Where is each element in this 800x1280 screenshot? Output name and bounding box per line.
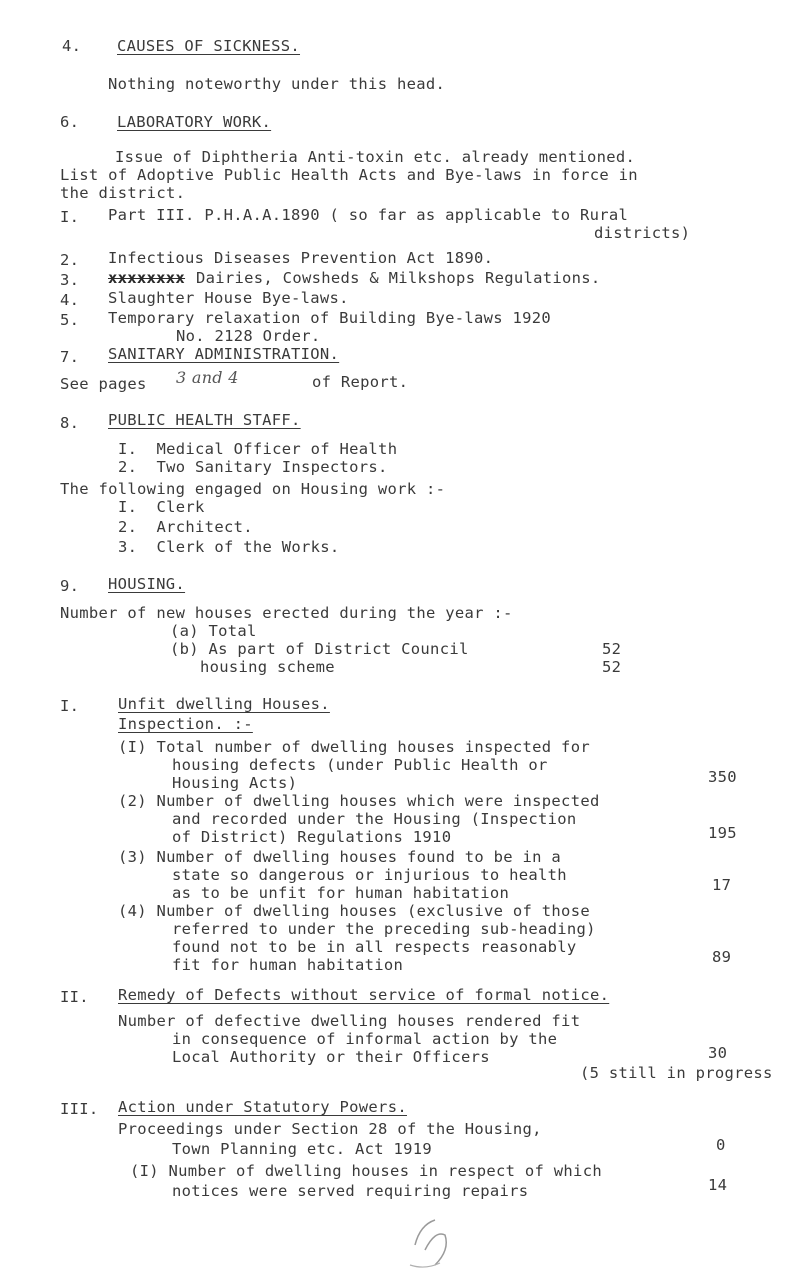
adoptive-item-text: Infectious Diseases Prevention Act 1890.	[108, 249, 494, 267]
inspection-item-line: (3) Number of dwelling houses found to be in a	[118, 848, 562, 866]
section-6-number: 6.	[60, 113, 80, 131]
section-7-number: 7.	[60, 348, 80, 366]
adoptive-item-number: 4.	[60, 291, 80, 309]
section-8-heading: PUBLIC HEALTH STAFF.	[108, 411, 301, 429]
unfit-heading: Unfit dwelling Houses.	[118, 695, 330, 713]
inspection-item-line: found not to be in all respects reasonably	[172, 938, 577, 956]
adoptive-item-number: I.	[60, 208, 80, 226]
inspection-item-line: fit for human habitation	[172, 956, 404, 974]
new-houses-total-value: 52	[602, 640, 622, 658]
housing-staff-item: I. Clerk	[118, 498, 205, 516]
section-7-rest: of Report.	[312, 373, 409, 391]
inspection-item-line: and recorded under the Housing (Inspection	[172, 810, 577, 828]
remedy-note: (5 still in progress	[580, 1064, 773, 1082]
new-houses-intro: Number of new houses erected during the year :-	[60, 604, 513, 622]
remedy-line: in consequence of informal action by the	[172, 1030, 558, 1048]
action-value: 0	[716, 1136, 726, 1154]
new-houses-council-value: 52	[602, 658, 622, 676]
inspection-label: Inspection. :-	[118, 715, 253, 733]
housing-work-intro: The following engaged on Housing work :-	[60, 480, 446, 498]
inspection-item-line: housing defects (under Public Health or	[172, 756, 548, 774]
staff-item: 2. Two Sanitary Inspectors.	[118, 458, 388, 476]
inspection-item-value: 195	[708, 824, 737, 842]
struck-out-word: xxxxxxxx	[108, 269, 186, 287]
action-number: III.	[60, 1100, 99, 1118]
section-6-line: List of Adoptive Public Health Acts and Bye-laws in force in	[60, 166, 638, 184]
inspection-item-value: 89	[712, 948, 732, 966]
section-4-number: 4.	[62, 37, 82, 55]
inspection-item-value: 350	[708, 768, 737, 786]
section-6-line: Issue of Diphtheria Anti-toxin etc. already mentioned.	[115, 148, 636, 166]
adoptive-item-text: Slaughter House Bye-laws.	[108, 289, 349, 307]
staff-item: I. Medical Officer of Health	[118, 440, 398, 458]
adoptive-item-number: 5.	[60, 311, 80, 329]
handwritten-page-numbers: 3 and 4	[176, 368, 239, 387]
action-line: (I) Number of dwelling houses in respect of which	[130, 1162, 602, 1180]
section-7-heading: SANITARY ADMINISTRATION.	[108, 345, 340, 363]
inspection-item-line: (2) Number of dwelling houses which were inspected	[118, 792, 600, 810]
adoptive-item-number: 2.	[60, 251, 80, 269]
inspection-item-line: referred to under the preceding sub-heading)	[172, 920, 596, 938]
new-houses-total-label: (a) Total	[170, 622, 257, 640]
new-houses-council-label: (b) As part of District Council	[170, 640, 469, 658]
adoptive-item-text: Part III. P.H.A.A.1890 ( so far as applicable to Rural	[108, 206, 629, 224]
adoptive-item-continuation: No. 2128 Order.	[176, 327, 321, 345]
page-mark-icon	[395, 1205, 465, 1275]
action-value: 14	[708, 1176, 728, 1194]
inspection-item-line: of District) Regulations 1910	[172, 828, 452, 846]
action-heading: Action under Statutory Powers.	[118, 1098, 407, 1116]
new-houses-council-label-cont: housing scheme	[200, 658, 335, 676]
adoptive-item-text: Dairies, Cowsheds & Milkshops Regulations.	[196, 269, 601, 287]
housing-staff-item: 3. Clerk of the Works.	[118, 538, 340, 556]
remedy-value: 30	[708, 1044, 728, 1062]
remedy-heading: Remedy of Defects without service of formal notice.	[118, 986, 610, 1004]
section-4-heading: CAUSES OF SICKNESS.	[117, 37, 301, 55]
inspection-item-value: 17	[712, 876, 732, 894]
section-6-heading: LABORATORY WORK.	[117, 113, 272, 131]
adoptive-item-continuation: districts)	[594, 224, 691, 242]
inspection-item-line: (I) Total number of dwelling houses inspected for	[118, 738, 590, 756]
inspection-item-line: Housing Acts)	[172, 774, 298, 792]
section-9-number: 9.	[60, 577, 80, 595]
unfit-number: I.	[60, 697, 80, 715]
remedy-line: Number of defective dwelling houses rendered fit	[118, 1012, 581, 1030]
section-9-heading: HOUSING.	[108, 575, 186, 593]
section-7-see: See pages	[60, 375, 147, 393]
inspection-item-line: as to be unfit for human habitation	[172, 884, 510, 902]
housing-staff-item: 2. Architect.	[118, 518, 253, 536]
action-line: Proceedings under Section 28 of the Housing,	[118, 1120, 542, 1138]
section-8-number: 8.	[60, 414, 80, 432]
action-line: Town Planning etc. Act 1919	[172, 1140, 433, 1158]
section-4-text: Nothing noteworthy under this head.	[108, 75, 446, 93]
remedy-number: II.	[60, 988, 89, 1006]
adoptive-item-text: Temporary relaxation of Building Bye-laws 1920	[108, 309, 552, 327]
remedy-line: Local Authority or their Officers	[172, 1048, 490, 1066]
inspection-item-line: state so dangerous or injurious to health	[172, 866, 567, 884]
action-line: notices were served requiring repairs	[172, 1182, 529, 1200]
adoptive-item-number: 3.	[60, 271, 80, 289]
inspection-item-line: (4) Number of dwelling houses (exclusive of those	[118, 902, 590, 920]
section-6-line: the district.	[60, 184, 186, 202]
